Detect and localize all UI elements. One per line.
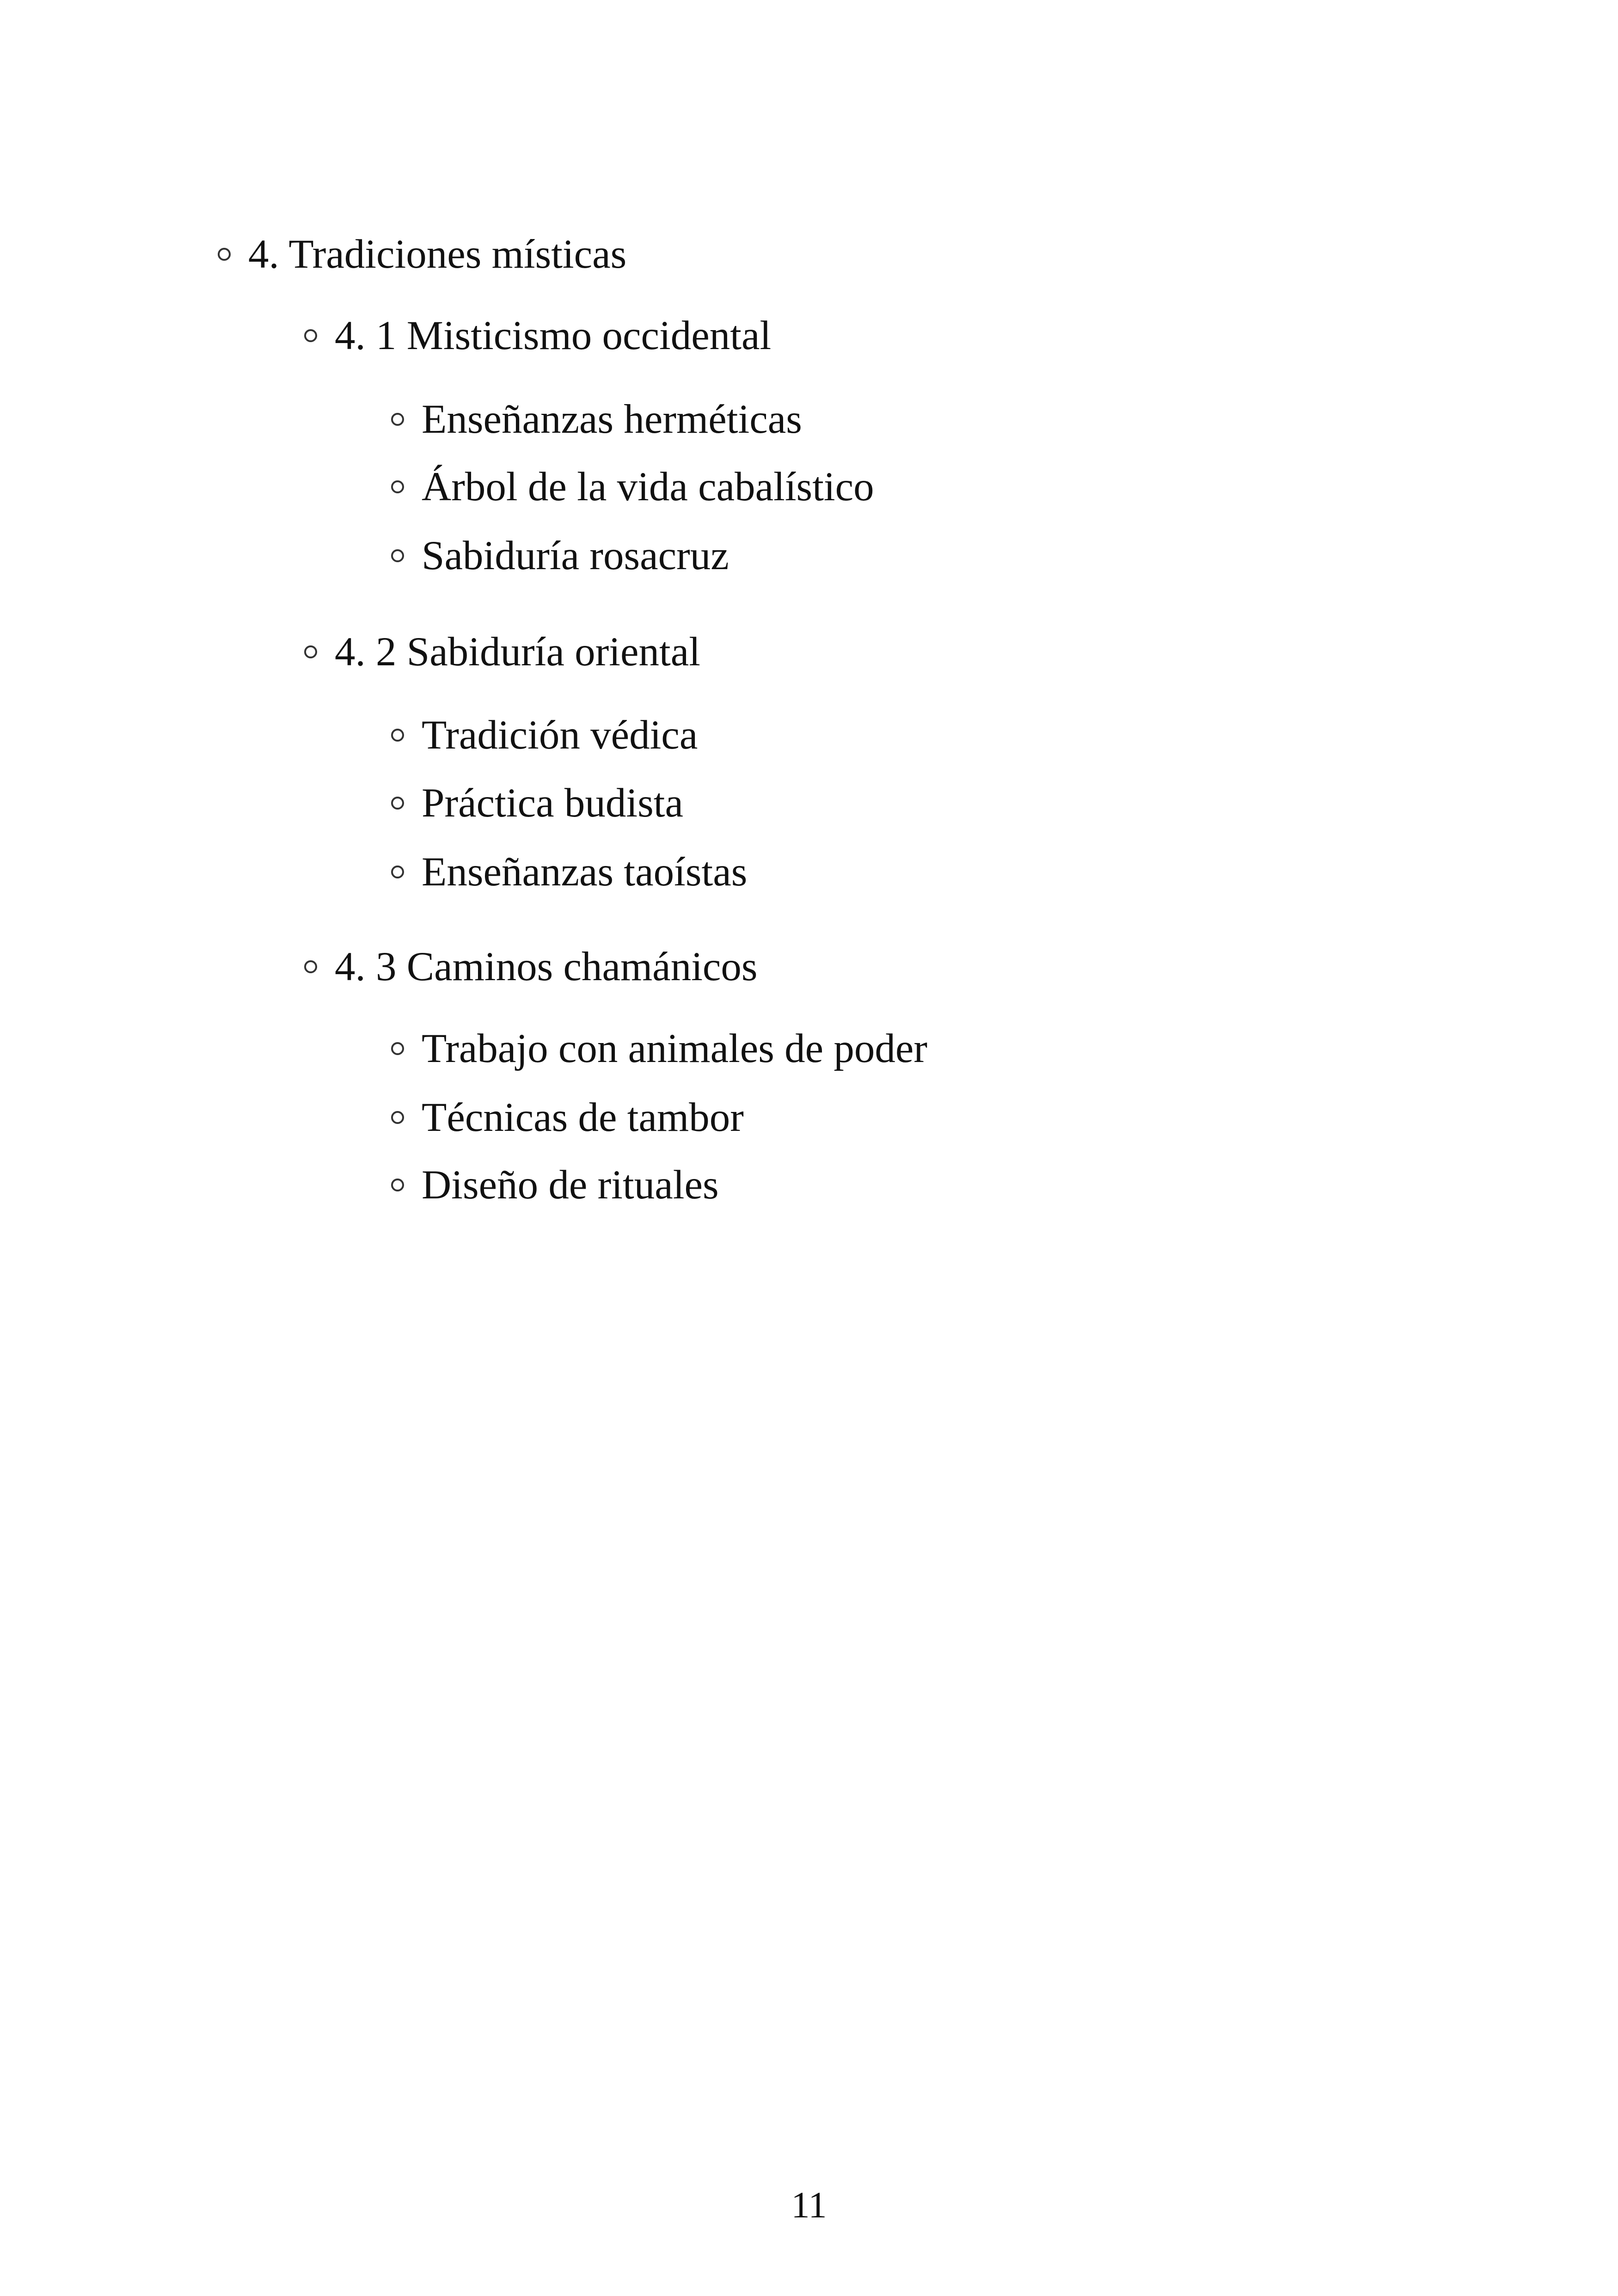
list-item: Diseño de rituales <box>422 1162 719 1208</box>
circle-bullet-icon <box>391 797 404 810</box>
circle-bullet-icon <box>391 866 404 878</box>
circle-bullet-icon <box>391 1042 404 1055</box>
circle-bullet-icon <box>218 248 231 261</box>
list-item: Trabajo con animales de poder <box>422 1025 928 1071</box>
subsection-heading: 4. 2 Sabiduría oriental <box>335 629 700 675</box>
circle-bullet-icon <box>391 480 404 493</box>
circle-bullet-icon <box>304 329 317 342</box>
outline-item-level-1 <box>218 227 626 282</box>
outline-item-level-3 <box>391 528 729 583</box>
list-item: Árbol de la vida cabalístico <box>422 464 874 510</box>
outline-item-level-3 <box>391 775 683 831</box>
list-item: Práctica budista <box>422 780 683 826</box>
outline-item-level-3 <box>391 1090 744 1145</box>
outline-item-level-2 <box>304 624 700 680</box>
outline-item-level-3 <box>391 392 802 447</box>
circle-bullet-icon <box>304 645 317 658</box>
circle-bullet-icon <box>391 549 404 562</box>
page-number: 11 <box>791 2185 827 2226</box>
subsection-heading: 4. 1 Misticismo occidental <box>335 313 772 358</box>
list-item: Enseñanzas taoístas <box>422 849 748 895</box>
outline-item-level-3 <box>391 1021 927 1076</box>
outline-item-level-3 <box>391 459 874 515</box>
outline-item-level-3 <box>391 707 698 763</box>
circle-bullet-icon <box>391 1111 404 1124</box>
list-item: Técnicas de tambor <box>422 1094 744 1140</box>
circle-bullet-icon <box>304 960 317 973</box>
subsection-heading: 4. 3 Caminos chamánicos <box>335 944 758 989</box>
section-title: 4. Tradiciones místicas <box>248 231 627 277</box>
outline-item-level-2 <box>304 308 771 363</box>
outline-item-level-2 <box>304 939 758 995</box>
list-item: Tradición védica <box>422 712 698 758</box>
outline-item-level-3 <box>391 844 747 900</box>
list-item: Enseñanzas herméticas <box>422 396 802 442</box>
circle-bullet-icon <box>391 1179 404 1191</box>
circle-bullet-icon <box>391 729 404 742</box>
circle-bullet-icon <box>391 413 404 426</box>
list-item: Sabiduría rosacruz <box>422 533 729 578</box>
outline-item-level-3 <box>391 1157 719 1213</box>
